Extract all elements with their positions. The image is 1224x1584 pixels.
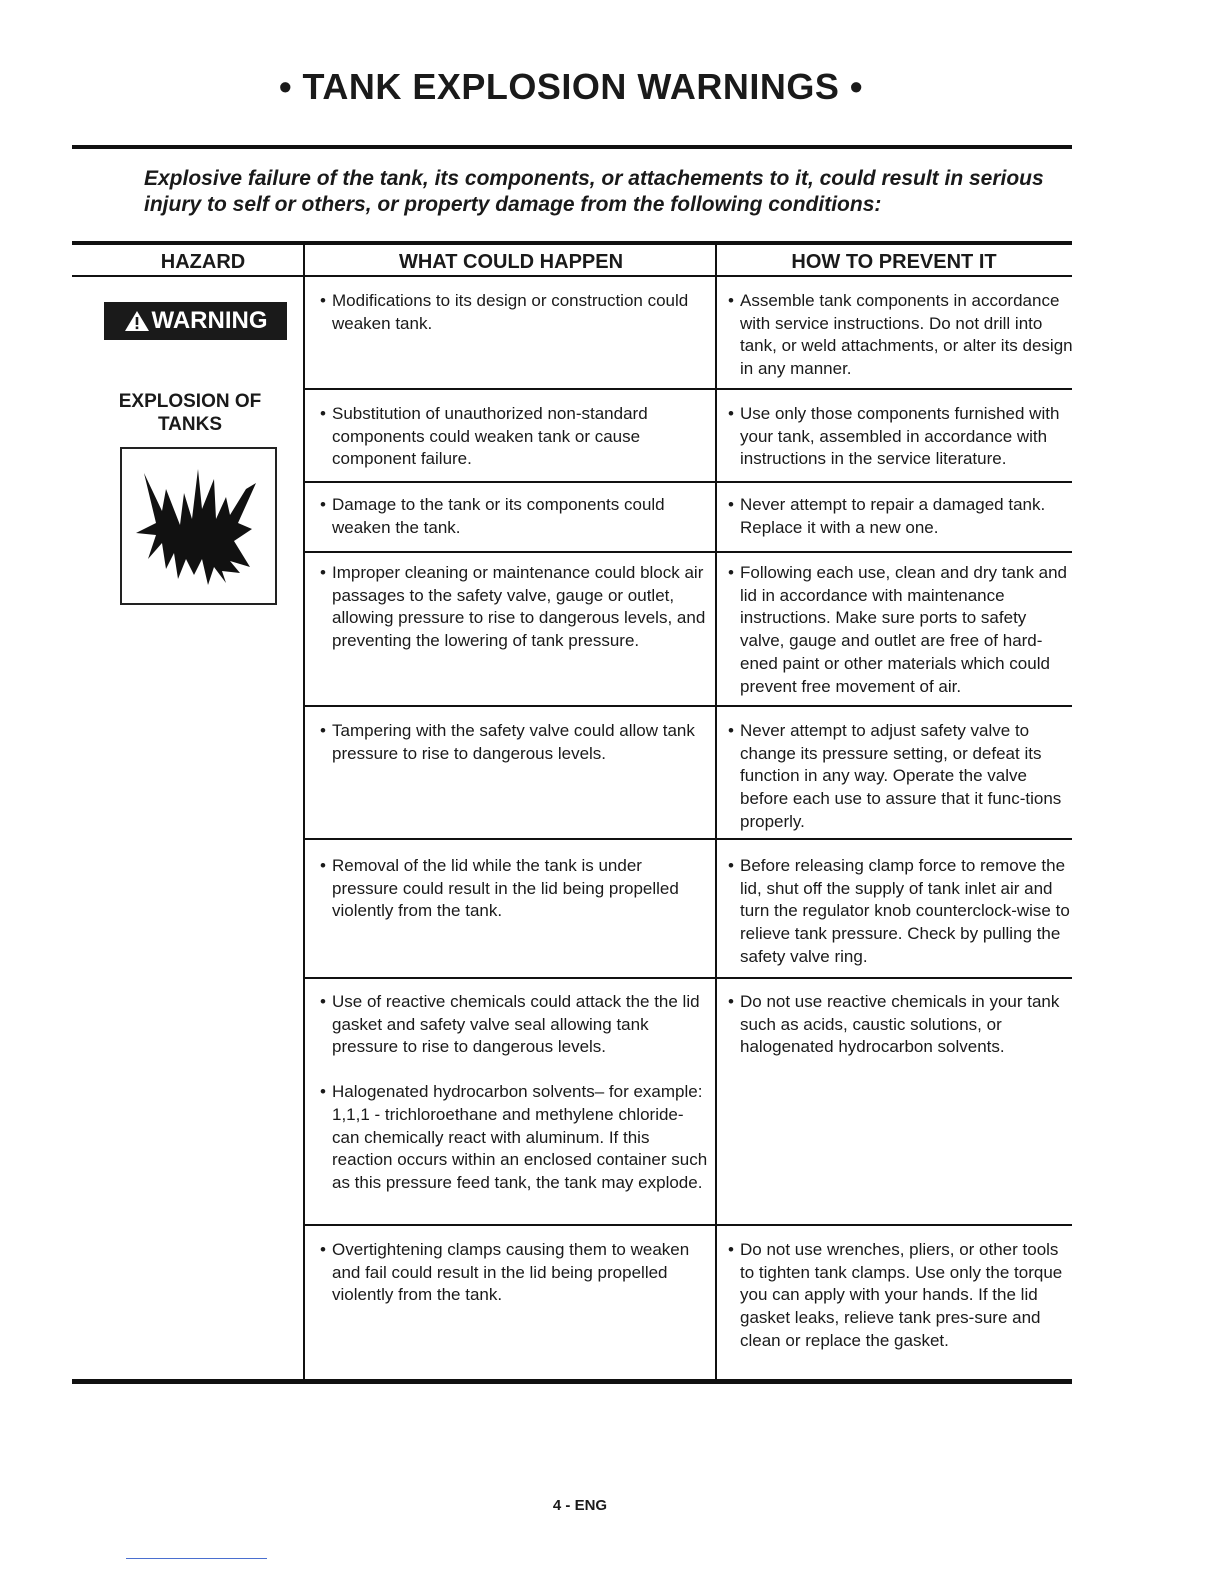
how-item: • Assemble tank components in accordance with service instructions. Do not drill into tank, or weld attachments, or alter its design in any manner. bbox=[728, 290, 1074, 381]
row-divider bbox=[304, 705, 1072, 707]
hazard-name: EXPLOSION OF TANKS bbox=[118, 391, 262, 435]
column-divider-left bbox=[303, 243, 305, 1381]
how-item: • Never attempt to repair a damaged tank. Replace it with a new one. bbox=[728, 494, 1074, 539]
what-item: • Damage to the tank or its components could weaken the tank. bbox=[320, 494, 710, 539]
what-item: • Tampering with the safety valve could allow tank pressure to rise to dangerous levels. bbox=[320, 720, 710, 765]
what-cell bbox=[320, 290, 710, 335]
what-item: • Overtightening clamps causing them to weaken and fail could result in the lid being propelled violently from the tank. bbox=[320, 1239, 710, 1307]
how-item: • Before releasing clamp force to remove the lid, shut off the supply of tank inlet air and turn the regulator knob counterclock-wise to relieve tank pressure. Check by pulling the safety valve ring. bbox=[728, 855, 1074, 969]
table-top-rule bbox=[72, 241, 1072, 245]
table-bottom-rule bbox=[72, 1379, 1072, 1384]
how-item: • Never attempt to adjust safety valve to change its pressure setting, or defeat its function in any way. Operate the valve before each use to assure that it func-tions properly. bbox=[728, 720, 1074, 834]
how-item: • Do not use reactive chemicals in your tank such as acids, caustic solutions, or halogenated hydrocarbon solvents. bbox=[728, 991, 1074, 1059]
warning-badge-label: WARNING bbox=[151, 307, 268, 334]
explosion-icon bbox=[122, 449, 275, 603]
what-cell bbox=[320, 720, 710, 765]
link-underline bbox=[126, 1558, 267, 1559]
row-divider bbox=[304, 977, 1072, 979]
page-number: 4 - ENG bbox=[552, 1497, 608, 1514]
what-cell bbox=[320, 494, 710, 539]
row-divider bbox=[304, 838, 1072, 840]
how-cell bbox=[728, 991, 1074, 1059]
how-cell bbox=[728, 855, 1074, 969]
how-cell bbox=[728, 562, 1074, 698]
what-cell bbox=[320, 403, 710, 471]
table-header-rule bbox=[72, 275, 1072, 277]
what-item: • Halogenated hydrocarbon solvents– for example: 1,1,1 - trichloroethane and methylene chloride- can chemically react with aluminum. If this reaction occurs within an enclosed container such as this pressure feed tank, the tank may explode. bbox=[320, 1081, 710, 1195]
what-item: • Improper cleaning or maintenance could block air passages to the safety valve, gauge or outlet, allowing pressure to rise to dangerous levels, and preventing the lowering of tank pressure. bbox=[320, 562, 710, 653]
how-cell bbox=[728, 494, 1074, 539]
how-cell bbox=[728, 290, 1074, 381]
row-divider bbox=[304, 1224, 1072, 1226]
what-cell bbox=[320, 1239, 710, 1307]
how-cell bbox=[728, 403, 1074, 471]
explosion-symbol bbox=[120, 447, 277, 605]
row-divider bbox=[304, 551, 1072, 553]
top-divider bbox=[72, 145, 1072, 149]
column-header-hazard: HAZARD bbox=[160, 251, 246, 273]
intro-text: Explosive failure of the tank, its components, or attachements to it, could result in serious injury to self or others, or property damage from the following conditions: bbox=[144, 167, 1044, 216]
column-header-what: WHAT COULD HAPPEN bbox=[398, 251, 624, 273]
what-item: • Modifications to its design or construction could weaken tank. bbox=[320, 290, 710, 335]
what-cell bbox=[320, 991, 710, 1195]
column-divider-right bbox=[715, 243, 717, 1381]
how-cell bbox=[728, 1239, 1074, 1353]
page-title: • TANK EXPLOSION WARNINGS • bbox=[278, 66, 864, 107]
what-cell bbox=[320, 562, 710, 653]
what-cell bbox=[320, 855, 710, 923]
what-item: • Removal of the lid while the tank is under pressure could result in the lid being propelled violently from the tank. bbox=[320, 855, 710, 923]
row-divider bbox=[304, 388, 1072, 390]
how-item: • Do not use wrenches, pliers, or other tools to tighten tank clamps. Use only the torque you can apply with your hands. If the lid gasket leaks, relieve tank pres-sure and clean or replace the gasket. bbox=[728, 1239, 1074, 1353]
what-item: • Use of reactive chemicals could attack the the lid gasket and safety valve seal allowing tank pressure to rise to dangerous levels. bbox=[320, 991, 710, 1059]
how-cell bbox=[728, 720, 1074, 834]
how-item: • Use only those components furnished with your tank, assembled in accordance with instructions in the service literature. bbox=[728, 403, 1074, 471]
warning-badge bbox=[104, 302, 287, 340]
column-header-how: HOW TO PREVENT IT bbox=[791, 251, 997, 273]
what-item: • Substitution of unauthorized non-standard components could weaken tank or cause component failure. bbox=[320, 403, 710, 471]
how-item: • Following each use, clean and dry tank and lid in accordance with maintenance instructions. Make sure ports to safety valve, gauge and outlet are free of hard-ened paint or other materials which could prevent free movement of air. bbox=[728, 562, 1074, 698]
row-divider bbox=[304, 481, 1072, 483]
warning-triangle-icon bbox=[124, 310, 150, 332]
